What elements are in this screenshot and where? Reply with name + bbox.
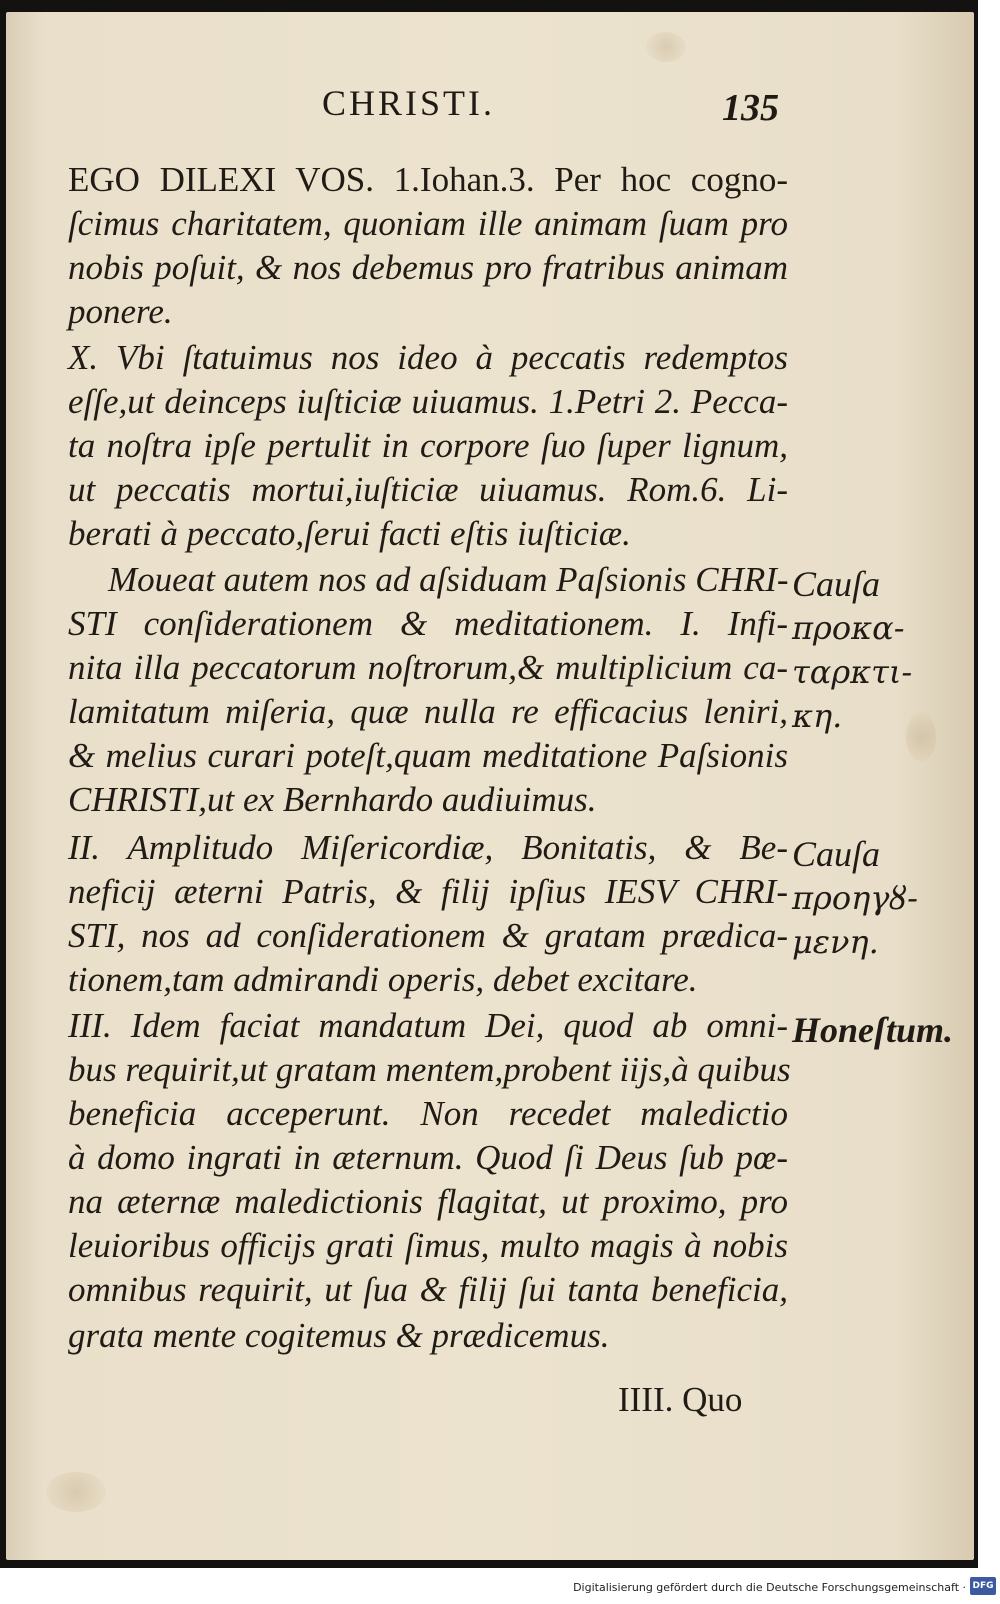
body-line: CHRISTI,ut ex Bernhardo audiuimus. — [68, 780, 597, 819]
body-line: nita illa peccatorum noſtrorum,& multiplicium ca- — [68, 648, 788, 687]
margin-note-line: μενη. — [792, 923, 879, 961]
catchword: IIII. Quo — [618, 1380, 743, 1419]
body-line: neficij æterni Patris, & filij ipſius IESV CHRI- — [68, 872, 788, 911]
body-line: tionem,tam admirandi operis, debet excitare. — [68, 960, 698, 999]
body-line: STI conſiderationem & meditationem. I. Infi- — [68, 604, 788, 643]
dfg-logo: DFG — [970, 1577, 996, 1595]
body-line: III. Idem faciat mandatum Dei, quod ab omni- — [68, 1006, 788, 1045]
body-line: ponere. — [68, 292, 173, 331]
body-line: & melius curari poteſt,quam meditatione Paſsionis — [68, 736, 788, 775]
body-line: Moueat autem nos ad aſsiduam Paſsionis CHRI- — [108, 560, 789, 599]
body-line: beneficia acceperunt. Non recedet maledictio — [68, 1094, 788, 1133]
body-line: à domo ingrati in æternum. Quod ſi Deus ſub pœ- — [68, 1138, 788, 1177]
body-line: ſcimus charitatem, quoniam ille animam ſuam pro — [68, 204, 788, 243]
margin-note-honestum: Honeſtum. — [792, 1010, 954, 1050]
body-line: ut peccatis mortui,iuſticiæ uiuamus. Rom.6. Li- — [68, 470, 788, 509]
body-line: bus requirit,ut gratam mentem,probent iijs,à quibus — [68, 1050, 791, 1089]
margin-note-causa-proegoumene — [792, 832, 918, 964]
page-number: 135 — [722, 87, 779, 129]
margin-note-line: Cauſa — [792, 834, 881, 874]
running-title: CHRISTI. — [322, 83, 496, 123]
margin-note-causa-prokatarktike — [792, 562, 912, 738]
body-line: na æternæ maledictionis flagitat, ut proximo, pro — [68, 1182, 788, 1221]
body-line: omnibus requirit, ut ſua & filij ſui tanta beneficia, — [68, 1270, 788, 1309]
body-line: leuioribus officijs grati ſimus, multo magis à nobis — [68, 1226, 788, 1265]
digitization-credit: Digitalisierung gefördert durch die Deutsche Forschungsgemeinschaft · — [573, 1581, 966, 1594]
margin-note-line: κη. — [792, 697, 843, 735]
body-line: II. Amplitudo Miſericordiæ, Bonitatis, & Be- — [68, 828, 788, 867]
body-line: berati à peccato,ſerui facti eſtis iuſticiæ. — [68, 514, 631, 553]
body-line: ta noſtra ipſe pertulit in corpore ſuo ſuper lignum, — [68, 426, 788, 465]
body-line: lamitatum miſeria, quæ nulla re efficacius leniri, — [68, 692, 788, 731]
body-line: grata mente cogitemus & prædicemus. — [68, 1316, 610, 1355]
body-line: EGO DILEXI VOS. 1.Iohan.3. Per hoc cogno- — [68, 160, 788, 199]
body-line: eſſe,ut deinceps iuſticiæ uiuamus. 1.Petri 2. Pecca- — [68, 382, 788, 421]
body-line: nobis poſuit, & nos debemus pro fratribus animam — [68, 248, 788, 287]
margin-note-line: προκα- — [792, 609, 905, 647]
body-line: STI, nos ad conſiderationem & gratam prædica- — [68, 916, 788, 955]
margin-note-line: Cauſa — [792, 564, 881, 604]
body-line: X. Vbi ſtatuimus nos ideo à peccatis redemptos — [68, 338, 788, 377]
margin-note-line: προηγȣ- — [792, 879, 918, 917]
book-page — [6, 12, 974, 1560]
margin-note-line: ταρκτι- — [792, 653, 913, 691]
